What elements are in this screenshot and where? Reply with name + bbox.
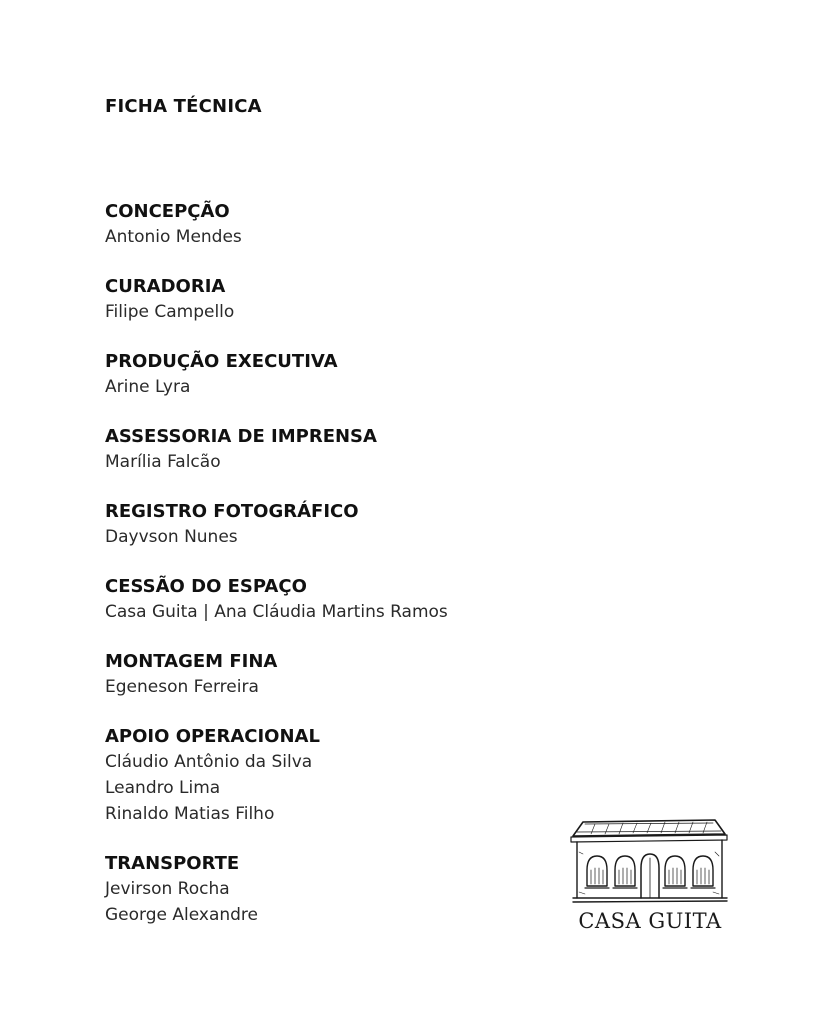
credit-name: Arine Lyra: [105, 377, 191, 397]
credit-section: [105, 852, 565, 928]
credit-name: Egeneson Ferreira: [105, 677, 259, 697]
credits-list: [105, 200, 565, 953]
house-sketch-icon: [565, 812, 735, 910]
section-heading: CONCEPÇÃO: [105, 201, 230, 222]
credit-name: Marília Falcão: [105, 452, 221, 472]
section-names: [105, 599, 565, 625]
section-names: [105, 374, 565, 400]
credit-section: [105, 725, 565, 827]
section-heading: REGISTRO FOTOGRÁFICO: [105, 501, 359, 522]
credit-section: [105, 350, 565, 400]
credit-section: [105, 275, 565, 325]
credit-name: Filipe Campello: [105, 302, 235, 322]
credit-name: Leandro Lima: [105, 778, 221, 798]
section-names: [105, 524, 565, 550]
credit-section: [105, 500, 565, 550]
credit-name: George Alexandre: [105, 905, 259, 925]
casa-guita-logo: [565, 812, 735, 942]
credit-section: [105, 200, 565, 250]
section-names: [105, 876, 565, 928]
credit-name: Antonio Mendes: [105, 227, 242, 247]
credit-name: Cláudio Antônio da Silva: [105, 752, 313, 772]
page-title: FICHA TÉCNICA: [105, 96, 262, 117]
credit-name: Dayvson Nunes: [105, 527, 238, 547]
logo-text: CASA GUITA: [578, 909, 722, 933]
credit-name: Rinaldo Matias Filho: [105, 804, 275, 824]
section-heading: APOIO OPERACIONAL: [105, 726, 320, 747]
credit-name: Casa Guita | Ana Cláudia Martins Ramos: [105, 602, 448, 622]
credit-section: [105, 575, 565, 625]
section-heading: PRODUÇÃO EXECUTIVA: [105, 351, 338, 372]
section-names: [105, 449, 565, 475]
section-heading: CESSÃO DO ESPAÇO: [105, 576, 307, 597]
section-heading: ASSESSORIA DE IMPRENSA: [105, 426, 377, 447]
section-names: [105, 299, 565, 325]
section-heading: TRANSPORTE: [105, 853, 240, 874]
section-heading: MONTAGEM FINA: [105, 651, 278, 672]
section-names: [105, 224, 565, 250]
credit-section: [105, 425, 565, 475]
section-names: [105, 674, 565, 700]
credit-name: Jevirson Rocha: [105, 879, 230, 899]
section-heading: CURADORIA: [105, 276, 226, 297]
credit-section: [105, 650, 565, 700]
section-names: [105, 749, 565, 827]
